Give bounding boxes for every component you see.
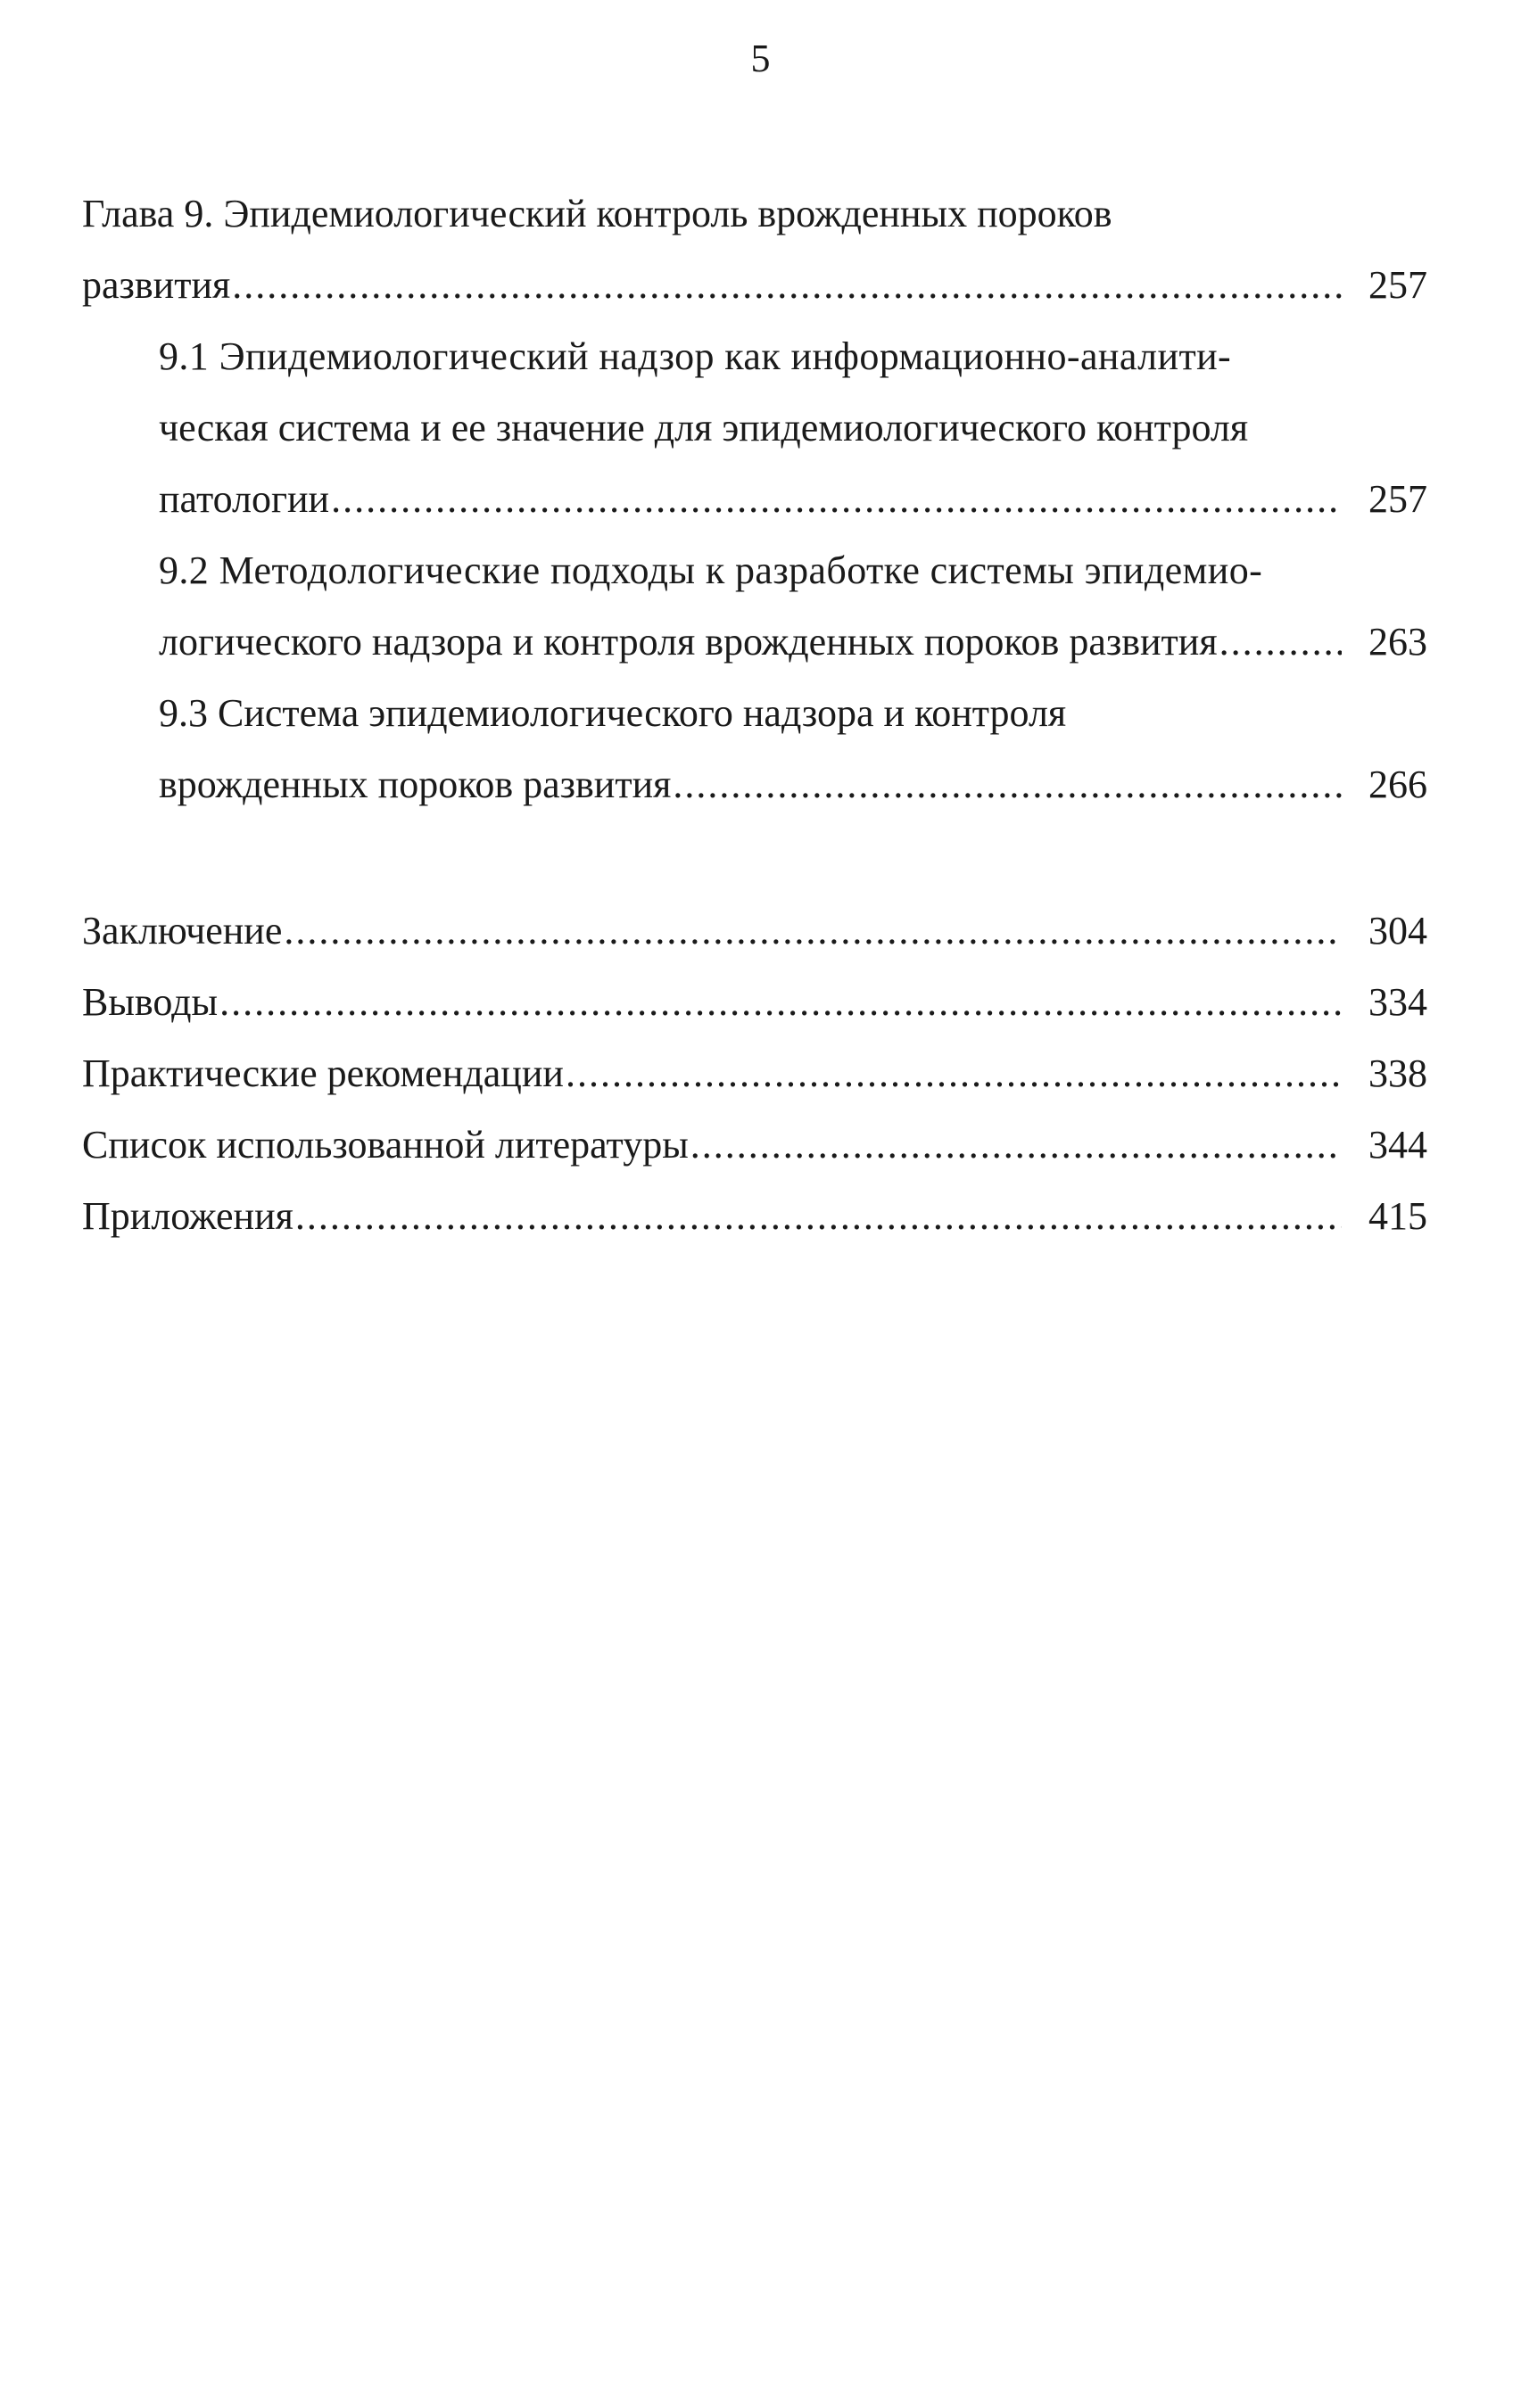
toc-entry-section-9-1[interactable]	[82, 464, 1427, 535]
toc-page-number: 266	[1368, 763, 1427, 806]
toc-page-number: 257	[1368, 263, 1427, 307]
page-number: 5	[750, 37, 771, 80]
dot-leader	[295, 1181, 1342, 1252]
toc-page-number: 334	[1368, 980, 1427, 1024]
toc-entry-section-9-2[interactable]	[82, 606, 1427, 678]
dot-leader	[690, 1109, 1342, 1181]
toc-entry-label: логического надзора и контроля врожденных пороков развития	[159, 620, 1218, 664]
toc-page-number: 257	[1368, 477, 1427, 521]
toc-section-text: ческая система и ее значение для эпидемиологического контроля	[159, 406, 1249, 449]
dot-leader	[566, 1038, 1342, 1109]
toc-section-line	[82, 392, 1427, 464]
toc-page-number: 338	[1368, 1051, 1427, 1095]
toc-entry-label: Практические рекомендации	[82, 1051, 564, 1095]
toc-page-number: 344	[1368, 1123, 1427, 1167]
toc-entry-label: Приложения	[82, 1194, 293, 1238]
toc-page-number: 415	[1368, 1194, 1427, 1238]
toc-entry-recommendations[interactable]	[82, 1038, 1427, 1109]
toc-section-line	[82, 321, 1427, 392]
toc-page-number: 263	[1368, 620, 1427, 664]
toc-entry-appendices[interactable]	[82, 1181, 1427, 1252]
dot-leader	[219, 967, 1342, 1038]
toc-entry-label: врожденных пороков развития	[159, 763, 672, 806]
toc-entry-label: Заключение	[82, 909, 283, 952]
toc-entry-findings[interactable]	[82, 967, 1427, 1038]
toc-section-text: 9.3 Система эпидемиологического надзора и контроля	[159, 691, 1067, 735]
toc-entry-label: Список использованной литературы	[82, 1123, 689, 1167]
toc-entry-label: Выводы	[82, 980, 219, 1024]
toc-section-text: 9.2 Методологические подходы к разработке системы эпидемио-	[159, 548, 1263, 592]
toc-section-line	[82, 535, 1427, 606]
toc-section-text: 9.1 Эпидемиологический надзор как информационно-аналити-	[159, 334, 1232, 378]
toc-entry-label: развития	[82, 263, 231, 307]
dot-leader	[673, 749, 1342, 821]
toc-chapter-title: Глава 9. Эпидемиологический контроль врожденных пороков	[82, 192, 1112, 235]
toc-section-line	[82, 678, 1427, 749]
toc-chapter-title-line	[82, 178, 1427, 250]
dot-leader	[331, 464, 1342, 535]
toc-entry-chapter9[interactable]	[82, 250, 1427, 321]
toc-entry-references[interactable]	[82, 1109, 1427, 1181]
dot-leader	[284, 895, 1342, 967]
section-gap	[82, 821, 1427, 895]
dot-leader	[1219, 606, 1342, 678]
dot-leader	[232, 250, 1342, 321]
toc-page-number: 304	[1368, 909, 1427, 952]
toc-entry-section-9-3[interactable]	[82, 749, 1427, 821]
table-of-contents	[82, 178, 1427, 1252]
toc-entry-conclusion[interactable]	[82, 895, 1427, 967]
toc-entry-label: патологии	[159, 477, 330, 521]
